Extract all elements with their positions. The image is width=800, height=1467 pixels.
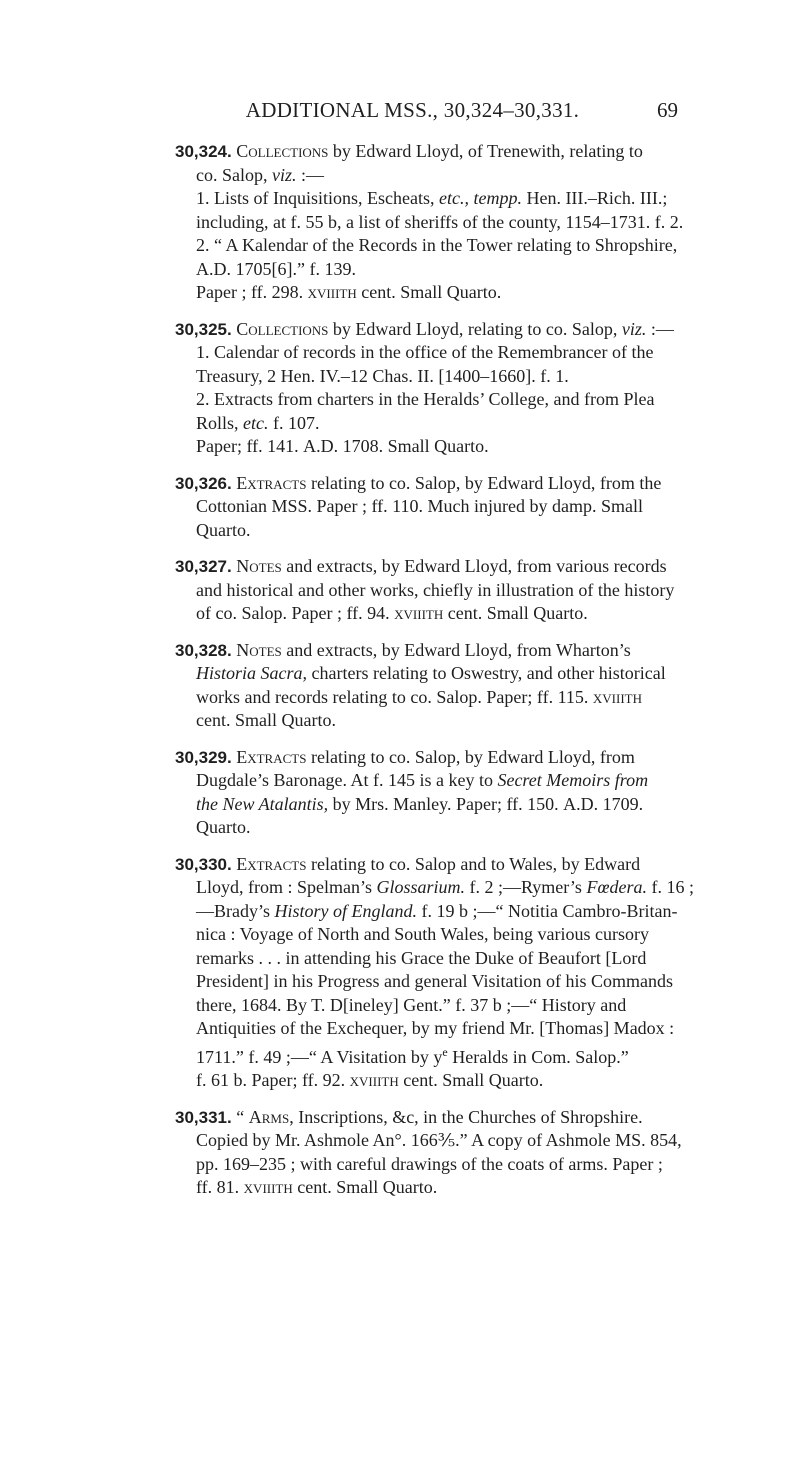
entry-text-line bbox=[175, 602, 723, 626]
text-run: Notes bbox=[236, 556, 282, 576]
text-run: 1708. Small Quarto. bbox=[338, 436, 489, 456]
text-run: f. 2 ;—Rymer’s bbox=[465, 877, 587, 897]
text-run: Hen. III.–Rich. III.; bbox=[521, 188, 668, 208]
entry-heading-line bbox=[175, 746, 723, 770]
text-run: Fœdera. bbox=[586, 877, 647, 897]
text-run: Extracts bbox=[236, 472, 307, 493]
text-run: 2. Extracts from charters in the Heralds’ College, and from Plea bbox=[196, 389, 655, 409]
text-run: Paper ; ff. 298. bbox=[196, 282, 308, 302]
text-run: viz. bbox=[272, 164, 297, 185]
text-run: xviiith bbox=[243, 1177, 293, 1197]
text-run: A.D. bbox=[563, 793, 599, 814]
text-run: relating to co. Salop, by Edward Lloyd, from the bbox=[306, 472, 662, 493]
text-run: there, 1684. By T. D[ineley] Gent.” f. 37 b ;—“ History and bbox=[196, 994, 627, 1015]
entry-text-line bbox=[175, 793, 723, 817]
entry-text-line bbox=[175, 1069, 723, 1093]
text-run: xviiith bbox=[349, 1070, 399, 1090]
text-run: viz. bbox=[621, 318, 647, 339]
text-run: Treasury, 2 Hen. IV.–12 Chas. II. [1400–1660]. f. 1. bbox=[196, 365, 569, 386]
text-run: xviiith bbox=[394, 603, 444, 623]
entry-text-line bbox=[175, 876, 723, 900]
entry-number: 30,330. bbox=[175, 854, 232, 874]
catalogue-entry bbox=[175, 555, 723, 626]
text-run: 1709. bbox=[598, 793, 644, 814]
entry-text-line bbox=[175, 1017, 723, 1041]
entry-number: 30,325. bbox=[175, 319, 232, 339]
text-run: Antiquities of the Exchequer, by my friend Mr. [Thomas] Madox : bbox=[196, 1018, 675, 1038]
text-run: Collections bbox=[236, 318, 329, 339]
page-number: 69 bbox=[657, 98, 678, 122]
entry-text-line bbox=[175, 1129, 723, 1153]
text-run: cent. Small Quarto. bbox=[356, 282, 502, 302]
text-run: by Mrs. Manley. Paper; ff. 150. bbox=[328, 793, 564, 814]
text-run: 1711.” f. 49 ;—“ A Visitation by y bbox=[196, 1046, 443, 1067]
entry-heading-line bbox=[175, 555, 723, 579]
text-run: cent. Small Quarto. bbox=[196, 710, 336, 730]
text-run: A.D. bbox=[303, 436, 339, 456]
text-run: f. 61 b. Paper; ff. 92. bbox=[196, 1070, 350, 1090]
entry-text-line bbox=[175, 211, 723, 235]
text-run: President] in his Progress and general Visitation of his Commands bbox=[196, 971, 674, 991]
text-run: Heralds in Com. Salop.” bbox=[447, 1046, 629, 1067]
text-run: 2. “ A Kalendar of the Records in the Tower relating to Shropshire, bbox=[196, 235, 678, 255]
entry-text-line bbox=[175, 947, 723, 971]
entry-number: 30,328. bbox=[175, 640, 232, 660]
text-run: Copied by Mr. Ashmole An°. 166⅗.” A copy of Ashmole MS. 854, bbox=[196, 1130, 682, 1150]
entry-text-line bbox=[175, 769, 723, 793]
entry-text-line bbox=[175, 579, 723, 603]
text-run: xviiith bbox=[592, 686, 642, 707]
text-run: by Edward Lloyd, of Trenewith, relating to bbox=[328, 141, 643, 161]
entry-text-line bbox=[175, 1176, 723, 1200]
text-run: Cottonian MSS. Paper ; ff. 110. Much injured by damp. Small bbox=[196, 496, 643, 516]
catalogue-entry bbox=[175, 318, 723, 459]
entry-number: 30,329. bbox=[175, 747, 232, 767]
text-run: Extracts bbox=[236, 853, 307, 874]
entry-heading-line bbox=[175, 853, 723, 877]
catalogue-entry bbox=[175, 472, 723, 543]
entry-text-line bbox=[175, 900, 723, 924]
text-run: :— bbox=[296, 164, 325, 185]
text-run: Historia Sacra, bbox=[196, 663, 308, 683]
text-run: Secret Memoirs from bbox=[497, 770, 649, 790]
running-head: ADDITIONAL MSS., 30,324–30,331. bbox=[245, 98, 580, 122]
text-run: History of England. bbox=[274, 900, 417, 921]
entry-number: 30,326. bbox=[175, 473, 232, 493]
text-run: co. Salop, bbox=[196, 164, 272, 185]
text-run: cent. Small Quarto. bbox=[292, 1177, 438, 1197]
text-run: Lloyd, from : Spelman’s bbox=[196, 877, 377, 897]
text-run: e bbox=[442, 1044, 448, 1059]
entry-text-line bbox=[175, 341, 723, 365]
text-run: 1705[6].” f. 139. bbox=[231, 258, 356, 279]
entry-text-line bbox=[175, 519, 723, 543]
text-run: f. 16 ; bbox=[646, 877, 694, 897]
entry-text-line bbox=[175, 164, 723, 188]
entry-number: 30,324. bbox=[175, 142, 232, 161]
text-run: Arms, bbox=[248, 1106, 294, 1127]
entry-number: 30,327. bbox=[175, 557, 232, 576]
entry-text-line bbox=[175, 662, 723, 686]
text-run: and extracts, by Edward Lloyd, from Wharton’s bbox=[281, 639, 631, 660]
entry-text-line bbox=[175, 923, 723, 947]
entry-text-line bbox=[175, 435, 723, 459]
text-run: relating to co. Salop, by Edward Lloyd, from bbox=[306, 746, 635, 767]
text-run: charters relating to Oswestry, and other historical bbox=[307, 663, 666, 683]
entry-text-line bbox=[175, 187, 723, 211]
text-run: works and records relating to co. Salop. Paper; ff. 115. bbox=[196, 686, 593, 707]
entry-text-line bbox=[175, 1041, 723, 1070]
text-run: cent. Small Quarto. bbox=[443, 603, 588, 623]
catalogue-entries bbox=[175, 140, 723, 1213]
entry-text-line bbox=[175, 686, 723, 710]
text-run: f. 19 b ;—“ Notitia Cambro-Britan- bbox=[417, 900, 678, 921]
text-run: ff. 81. bbox=[196, 1177, 244, 1197]
text-run: A.D. bbox=[196, 258, 231, 279]
entry-text-line bbox=[175, 365, 723, 389]
entry-text-line bbox=[175, 1153, 723, 1177]
text-run: 1. Calendar of records in the office of the Remembrancer of the bbox=[196, 342, 654, 362]
text-run: Inscriptions, &c, in the Churches of Shropshire. bbox=[293, 1106, 643, 1127]
text-run: etc., tempp. bbox=[438, 188, 522, 208]
text-run: and historical and other works, chiefly in illustration of the history bbox=[196, 579, 675, 600]
text-run: and extracts, by Edward Lloyd, from various records bbox=[281, 556, 667, 576]
text-run: Dugdale’s Baronage. At f. 145 is a key to bbox=[196, 770, 498, 790]
catalogue-entry bbox=[175, 140, 723, 305]
text-run: Quarto. bbox=[196, 817, 251, 837]
catalogue-entry bbox=[175, 1106, 723, 1200]
entry-heading-line bbox=[175, 1106, 723, 1130]
entry-text-line bbox=[175, 281, 723, 305]
entry-heading-line bbox=[175, 472, 723, 496]
entry-text-line bbox=[175, 816, 723, 840]
catalogue-entry bbox=[175, 746, 723, 840]
entry-text-line bbox=[175, 388, 723, 412]
text-run: pp. 169–235 ; with careful drawings of the coats of arms. Paper ; bbox=[196, 1153, 663, 1174]
text-run: —Brady’s bbox=[196, 900, 275, 921]
text-run: :— bbox=[646, 318, 674, 339]
entry-text-line bbox=[175, 709, 723, 733]
text-run: of co. Salop. Paper ; ff. 94. bbox=[196, 603, 395, 623]
text-run: relating to co. Salop and to Wales, by Edward bbox=[306, 853, 641, 874]
text-run: cent. Small Quarto. bbox=[398, 1070, 544, 1090]
text-run: nica : Voyage of North and South Wales, being various cursory bbox=[196, 924, 649, 944]
text-run: f. 107. bbox=[268, 412, 320, 433]
entry-heading-line bbox=[175, 140, 723, 164]
text-run: Rolls, bbox=[196, 412, 244, 433]
text-run: including, at f. 55 b, a list of sheriffs of the county, 1154–1731. f. 2. bbox=[196, 211, 684, 232]
text-run: etc. bbox=[243, 412, 269, 433]
text-run: Quarto. bbox=[196, 519, 251, 540]
entry-text-line bbox=[175, 994, 723, 1018]
text-run: Extracts bbox=[236, 746, 307, 767]
entry-heading-line bbox=[175, 318, 723, 342]
entry-text-line bbox=[175, 258, 723, 282]
text-run: 1. Lists of Inquisitions, Escheats, bbox=[196, 188, 439, 208]
entry-text-line bbox=[175, 970, 723, 994]
text-run: by Edward Lloyd, relating to co. Salop, bbox=[328, 318, 622, 339]
text-run: Paper; ff. 141. bbox=[196, 436, 304, 456]
catalogue-entry bbox=[175, 639, 723, 733]
text-run: “ bbox=[231, 1106, 249, 1127]
text-run: Collections bbox=[236, 141, 329, 161]
text-run: Glossarium. bbox=[376, 877, 465, 897]
entry-heading-line bbox=[175, 639, 723, 663]
entry-number: 30,331. bbox=[175, 1107, 232, 1127]
entry-text-line bbox=[175, 412, 723, 436]
entry-text-line bbox=[175, 495, 723, 519]
text-run: Notes bbox=[236, 639, 282, 660]
catalogue-entry bbox=[175, 853, 723, 1093]
entry-text-line bbox=[175, 234, 723, 258]
text-run: remarks . . . in attending his Grace the Duke of Beaufort [Lord bbox=[196, 947, 647, 968]
text-run: the New Atalantis, bbox=[196, 793, 329, 814]
text-run: xviiith bbox=[307, 282, 357, 302]
